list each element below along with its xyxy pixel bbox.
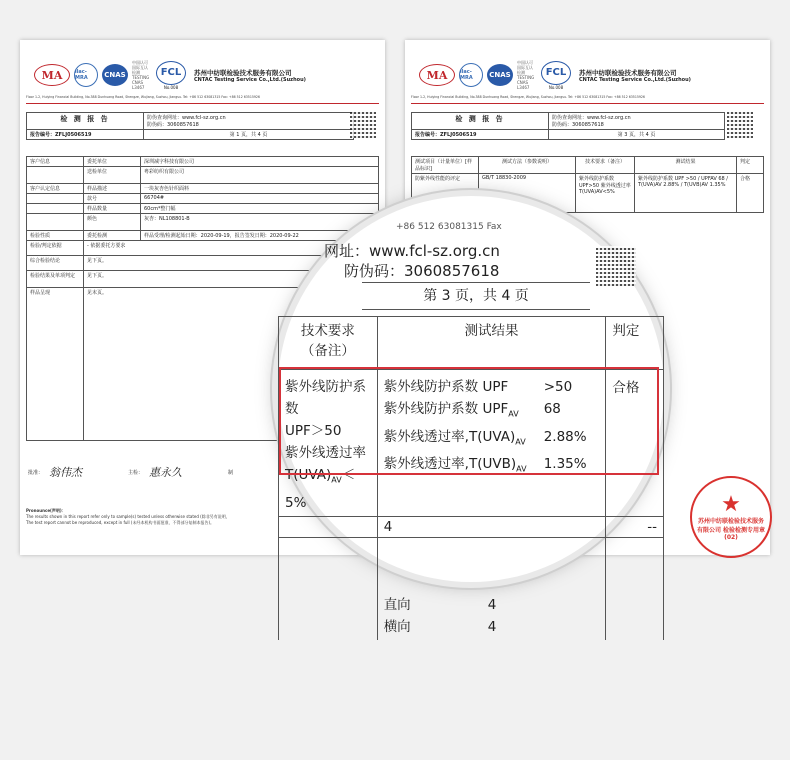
row-value: 一块灰杏色针织面料 (141, 184, 379, 194)
row-key (27, 204, 84, 214)
cell: 紫外线防护系数 UPF>50 紫外线透过率 T(UVA)AV<5% (576, 174, 635, 213)
company-address: Floor 1-2, Huiying Financial Building, No.388 Dunhuang Road, Shengze, Wujiang, Suzhou, Jiangsu. Tel: +86 512 63081315 Fax: +86 512 63515926 (26, 95, 260, 99)
fcl-logo: FCL (156, 61, 186, 85)
report-title: 检 测 报 告 (27, 113, 144, 130)
website-text: 防伪查询网址：www.fcl-sz.org.cn (552, 115, 631, 121)
row-field: 见下页。 (84, 271, 379, 288)
row-key: 检验结果及单项判定 (27, 271, 84, 288)
cell (279, 516, 378, 537)
company-name-cn: 苏州中纺联检验技术服务有限公司 (579, 68, 677, 77)
header-logos (419, 60, 691, 90)
requirement-line: UPF＞50 (285, 423, 342, 439)
ma-logo: MA (34, 64, 70, 86)
row-key: 检验性质 (27, 231, 84, 241)
reviewer-label: 主检： (128, 469, 144, 476)
row-key: 样品呈现 (27, 288, 84, 441)
col-header: 测试方法（参数说明） (479, 157, 576, 174)
result-sub: AV (508, 409, 519, 419)
result-sub: AV (516, 465, 527, 475)
ilac-logo: ilac-MRA (459, 63, 483, 87)
pronounce-line-2: The test report cannot be reproduced, except in full (未经本机构书面批准，不得部分复制本报告)。 (26, 520, 215, 525)
row-field: 委托检测 (84, 231, 141, 241)
qr-code (350, 112, 376, 138)
table-row (27, 167, 379, 184)
official-seal (690, 476, 772, 558)
magnified-website: 网址：www.fcl-sz.org.cn (324, 242, 500, 260)
pronounce-line-1: The results shown in this report refer only to sample(s) tested unless otherwise stated (除非另有说明， (26, 514, 230, 519)
row-field: 送检单位 (84, 167, 141, 184)
signature-row (28, 464, 233, 480)
header-divider (26, 103, 379, 104)
row-value: 60cm*整门幅 (141, 204, 379, 214)
result-label: 紫外线透过率,T(UVA) (383, 428, 516, 445)
fcl-number: No.008 (548, 84, 564, 90)
cell: 防紫外线性能的评定 (412, 174, 479, 213)
result-sub: AV (515, 437, 526, 447)
result-label: 紫外线防护系数 UPF (383, 379, 509, 395)
col-header: 判定 (737, 157, 764, 174)
col-header-result: 测试结果 (377, 317, 606, 370)
col-header: 技术要求（备注） (576, 157, 635, 174)
cell: 合格 (737, 174, 764, 213)
approver-signature: 翁伟杰 (49, 466, 83, 479)
row-key: 客户认定信息 (27, 184, 84, 194)
judge-cell: 合格 (606, 370, 664, 517)
pronounce-title: Pronounce(声明)： (26, 508, 66, 513)
highlight-box (279, 367, 659, 475)
row-value: 粤彩纺织有限公司 (141, 167, 379, 184)
magnified-tel: +86 512 63081315 Fax (396, 222, 502, 232)
cell (279, 537, 378, 640)
row-key (27, 167, 84, 184)
qr-code (727, 112, 753, 138)
row-key (27, 214, 84, 231)
row-value: 深圳减字科技有限公司 (141, 157, 379, 167)
cnas-logo: CNAS (102, 64, 128, 86)
anti-fake-info (549, 113, 725, 130)
col-header: 测试项目（计量单位）[样品标识] (412, 157, 479, 174)
result-label: 紫外线透过率,T(UVB) (383, 456, 517, 473)
company-address: Floor 1-2, Huiying Financial Building, No.388 Dunhuang Road, Shengze, Wujiang, Suzhou, Jiangsu. Tel: +86 512 63081315 Fax: +86 512 63515926 (411, 95, 645, 99)
maker-label: 制 (228, 469, 234, 476)
seal-text: 苏州中纺联检验技术服务有限公司 检验检测专用章 (02) (696, 517, 766, 541)
table-row (27, 184, 379, 194)
code-text: 防伪码：3060857618 (147, 122, 199, 128)
fcl-logo: FCL (541, 61, 571, 85)
result-value: 68 (543, 401, 561, 417)
result-value: >50 (543, 379, 573, 395)
row-value: 样品受理/检测起始日期：2020-09-19，报告签发日期：2020-09-22 (141, 231, 379, 241)
table-row (279, 516, 664, 537)
cnas-caption: 中国认可 国际互认 检测 TESTING CNAS L3467 (132, 60, 150, 90)
result-label: 紫外线防护系数 UPF (383, 401, 509, 417)
report-header-table (411, 112, 725, 140)
reviewer-signature: 惠永久 (149, 466, 183, 479)
direction-value: 4 (487, 596, 497, 613)
table-row (279, 537, 664, 640)
report-number: 报告编号：ZFLJ0506519 (412, 130, 549, 140)
col-header-judge: 判定 (606, 317, 664, 370)
report-title: 检 测 报 告 (412, 113, 549, 130)
company-name (194, 68, 306, 83)
requirement-line: 紫外线防护系数 (285, 379, 366, 417)
cnas-logo: CNAS (487, 64, 513, 86)
fcl-block (156, 61, 186, 90)
row-key: 客户信息 (27, 157, 84, 167)
col-header: 测试结果 (635, 157, 737, 174)
direction-value: 4 (487, 618, 497, 635)
direction-line (384, 594, 600, 616)
cell: -- (606, 516, 664, 537)
row-field: 样品描述 (84, 184, 141, 194)
magnified-results-table (278, 316, 664, 640)
report-number: 报告编号：ZFLJ0506519 (27, 130, 144, 140)
table-header-row (279, 317, 664, 370)
table-row (27, 157, 379, 167)
company-name-en: CNTAC Testing Service Co.,Ltd.(Suzhou) (579, 76, 691, 83)
qr-code (596, 246, 636, 286)
row-key: 综合检验结论 (27, 256, 84, 271)
col-header-sublabel: （备注） (300, 343, 355, 359)
website-text: 防伪查询网址：www.fcl-sz.org.cn (147, 115, 226, 121)
company-name (579, 68, 691, 83)
col-header-requirement (279, 317, 378, 370)
direction-cell (377, 537, 606, 640)
anti-fake-info (144, 113, 354, 130)
cell: GB/T 18830-2009 (479, 174, 576, 213)
cell: 紫外线防护系数 UPF >50 / UPFAV 68 / T(UVA)AV 2.88% / T(UVB)AV 1.35% (635, 174, 737, 213)
header-logos (34, 60, 306, 90)
magnified-content (278, 196, 664, 635)
row-key: 检验/判定依据 (27, 241, 84, 256)
approver-label: 批准： (28, 469, 44, 476)
fcl-number: No.008 (163, 84, 179, 90)
req-text: T(UVA) (285, 467, 332, 483)
req-tail: ＜5% (285, 467, 356, 511)
row-value: 灰杏：NL108801-B (141, 214, 379, 231)
row-field: 颜色 (84, 214, 141, 231)
result-value: 1.35% (543, 456, 587, 473)
row-field: - 依据委托方要求 (84, 241, 379, 256)
direction-label: 直向 (383, 596, 411, 613)
code-text: 防伪码：3060857618 (552, 122, 604, 128)
page-number: 第 3 页，共 4 页 (549, 130, 725, 140)
requirement-line: 紫外线透过率 (285, 445, 366, 461)
ma-logo: MA (419, 64, 455, 86)
row-field: 样品数量 (84, 204, 141, 214)
company-name-en: CNTAC Testing Service Co.,Ltd.(Suzhou) (194, 76, 306, 83)
fcl-block (541, 61, 571, 90)
page-number: 第 1 页，共 4 页 (144, 130, 354, 140)
col-header-label: 技术要求 (300, 323, 355, 339)
cell (606, 537, 664, 640)
magnifier-lens (278, 196, 664, 635)
row-field: 委托单位 (84, 157, 141, 167)
cnas-caption: 中国认可 国际互认 检测 TESTING CNAS L3467 (517, 60, 535, 90)
star-icon: ★ (721, 491, 741, 517)
cell: 4 (377, 516, 606, 537)
row-field: 款号 (84, 194, 141, 204)
row-value: 66704# (141, 194, 379, 204)
magnified-code: 防伪码：3060857618 (344, 262, 500, 280)
req-sub: AV (331, 475, 342, 485)
row-key (27, 194, 84, 204)
table-header-row (412, 157, 764, 174)
report-header-table (26, 112, 354, 140)
company-name-cn: 苏州中纺联检验技术服务有限公司 (194, 68, 292, 77)
ilac-logo: ilac-MRA (74, 63, 98, 87)
row-field: 见末页。 (84, 288, 379, 441)
direction-line (384, 616, 600, 638)
header-divider (411, 103, 764, 104)
direction-label: 横向 (383, 618, 411, 635)
magnified-page-number: 第 3 页，共 4 页 (362, 282, 590, 310)
row-field: 见下页。 (84, 256, 379, 271)
result-value: 2.88% (543, 428, 587, 445)
